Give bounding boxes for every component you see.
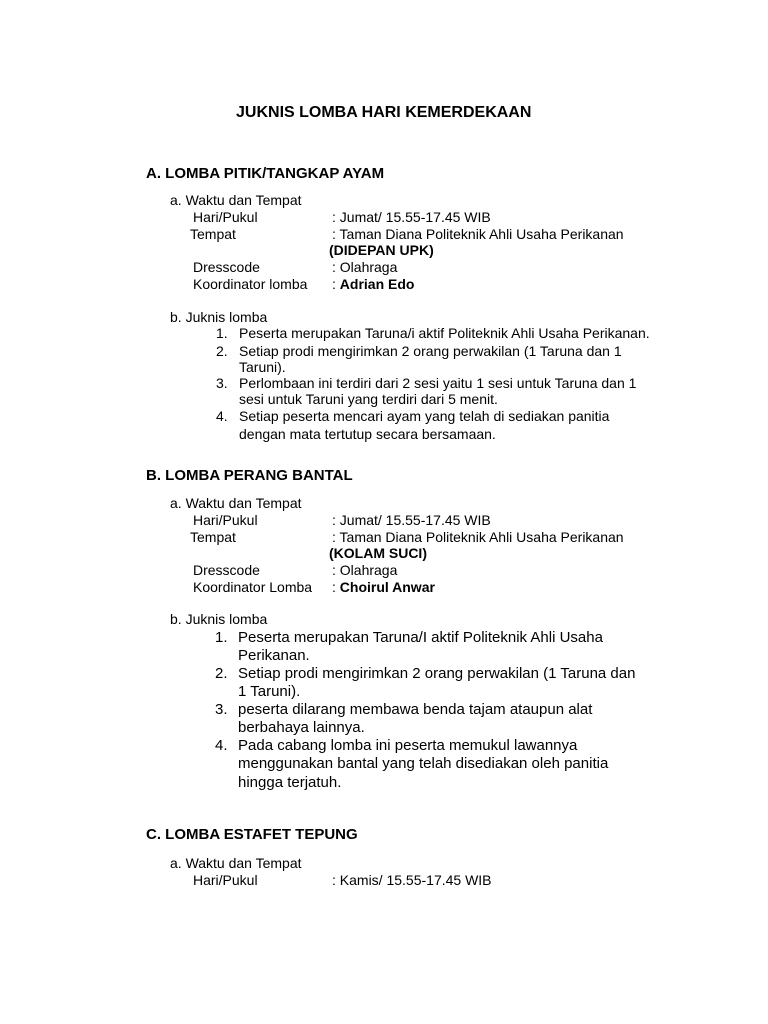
section-b-hari-value: : Jumat/ 15.55-17.45 WIB — [332, 512, 491, 528]
section-b-koordinator-label: Koordinator Lomba — [193, 579, 313, 595]
section-b-item-4-text-cont-2: hingga terjatuh. — [238, 774, 342, 791]
section-a-item-2-text: Setiap prodi mengirimkan 2 orang perwakilan (1 Taruna dan 1 — [239, 343, 622, 359]
section-b-item-2-text: Setiap prodi mengirimkan 2 orang perwakilan (1 Taruna dan — [238, 665, 636, 682]
section-b-tempat-value: : Taman Diana Politeknik Ahli Usaha Perikanan — [332, 529, 624, 545]
section-b-item-1-text-cont: Perikanan. — [238, 647, 310, 664]
section-c-hari-value: : Kamis/ 15.55-17.45 WIB — [332, 872, 492, 888]
section-a-hari-label: Hari/Pukul — [193, 209, 258, 225]
section-a-item-3-number: 3. — [216, 375, 228, 391]
section-a-item-4-text: Setiap peserta mencari ayam yang telah di sediakan panitia — [239, 408, 610, 424]
section-a-waktu-label: a. Waktu dan Tempat — [170, 192, 302, 208]
section-a-tempat-value: : Taman Diana Politeknik Ahli Usaha Perikanan — [332, 226, 624, 242]
section-a-item-3-text-cont: sesi untuk Taruni yang terdiri dari 5 menit. — [239, 391, 498, 407]
section-b-hari-label: Hari/Pukul — [193, 512, 258, 528]
section-b-koordinator-colon: : — [332, 579, 340, 595]
section-a-tempat-extra: (DIDEPAN UPK) — [329, 242, 434, 258]
section-a-koordinator-label: Koordinator lomba — [193, 276, 308, 292]
section-a-item-4-number: 4. — [216, 408, 228, 424]
section-a-juknis-label: b. Juknis lomba — [170, 309, 268, 325]
section-b-item-3-text-cont: berbahaya lainnya. — [238, 719, 365, 736]
section-c-heading: C. LOMBA ESTAFET TEPUNG — [146, 826, 358, 843]
section-a-item-2-number: 2. — [216, 343, 228, 359]
section-b-tempat-extra: (KOLAM SUCI) — [329, 545, 427, 561]
section-a-dresscode-value: : Olahraga — [332, 259, 398, 275]
section-c-waktu-label: a. Waktu dan Tempat — [170, 855, 302, 871]
section-a-item-3-text: Perlombaan ini terdiri dari 2 sesi yaitu 1 sesi untuk Taruna dan 1 — [239, 375, 637, 391]
section-a-koordinator-colon: : — [332, 276, 340, 292]
section-a-koordinator-name: Adrian Edo — [339, 276, 415, 292]
section-a-koordinator-value — [332, 277, 414, 291]
page-title: JUKNIS LOMBA HARI KEMERDEKAAN — [236, 104, 532, 121]
section-a-item-1-text: Peserta merupakan Taruna/i aktif Politeknik Ahli Usaha Perikanan. — [239, 325, 650, 341]
section-b-dresscode-label: Dresscode — [193, 562, 260, 578]
section-a-item-1-number: 1. — [216, 325, 228, 341]
section-b-item-4-number: 4. — [215, 737, 228, 754]
section-a-dresscode-label: Dresscode — [193, 259, 260, 275]
section-a-item-4-text-cont: dengan mata tertutup secara bersamaan. — [239, 426, 496, 442]
section-b-juknis-label: b. Juknis lomba — [170, 611, 268, 627]
section-b-item-4-text: Pada cabang lomba ini peserta memukul lawannya — [238, 737, 578, 754]
section-a-tempat-label: Tempat — [190, 226, 236, 242]
section-b-tempat-label: Tempat — [190, 529, 236, 545]
section-b-waktu-label: a. Waktu dan Tempat — [170, 495, 302, 511]
section-b-item-2-text-cont: 1 Taruni). — [238, 683, 301, 700]
section-b-dresscode-value: : Olahraga — [332, 562, 398, 578]
section-b-item-1-number: 1. — [215, 629, 228, 646]
section-a-heading: A. LOMBA PITIK/TANGKAP AYAM — [146, 165, 385, 182]
section-b-koordinator-name: Choirul Anwar — [339, 579, 435, 595]
section-a-item-2-text-cont: Taruni). — [239, 359, 286, 375]
section-b-item-1-text: Peserta merupakan Taruna/I aktif Politeknik Ahli Usaha — [238, 629, 603, 646]
section-b-koordinator-value — [332, 580, 435, 594]
section-b-item-3-number: 3. — [215, 701, 228, 718]
section-b-item-4-text-cont-1: menggunakan bantal yang telah disediakan oleh panitia — [238, 755, 609, 772]
section-a-hari-value: : Jumat/ 15.55-17.45 WIB — [332, 209, 491, 225]
section-b-item-3-text: peserta dilarang membawa benda tajam ataupun alat — [238, 701, 593, 718]
section-c-hari-label: Hari/Pukul — [193, 872, 258, 888]
section-b-heading: B. LOMBA PERANG BANTAL — [146, 467, 353, 484]
section-b-item-2-number: 2. — [215, 665, 228, 682]
